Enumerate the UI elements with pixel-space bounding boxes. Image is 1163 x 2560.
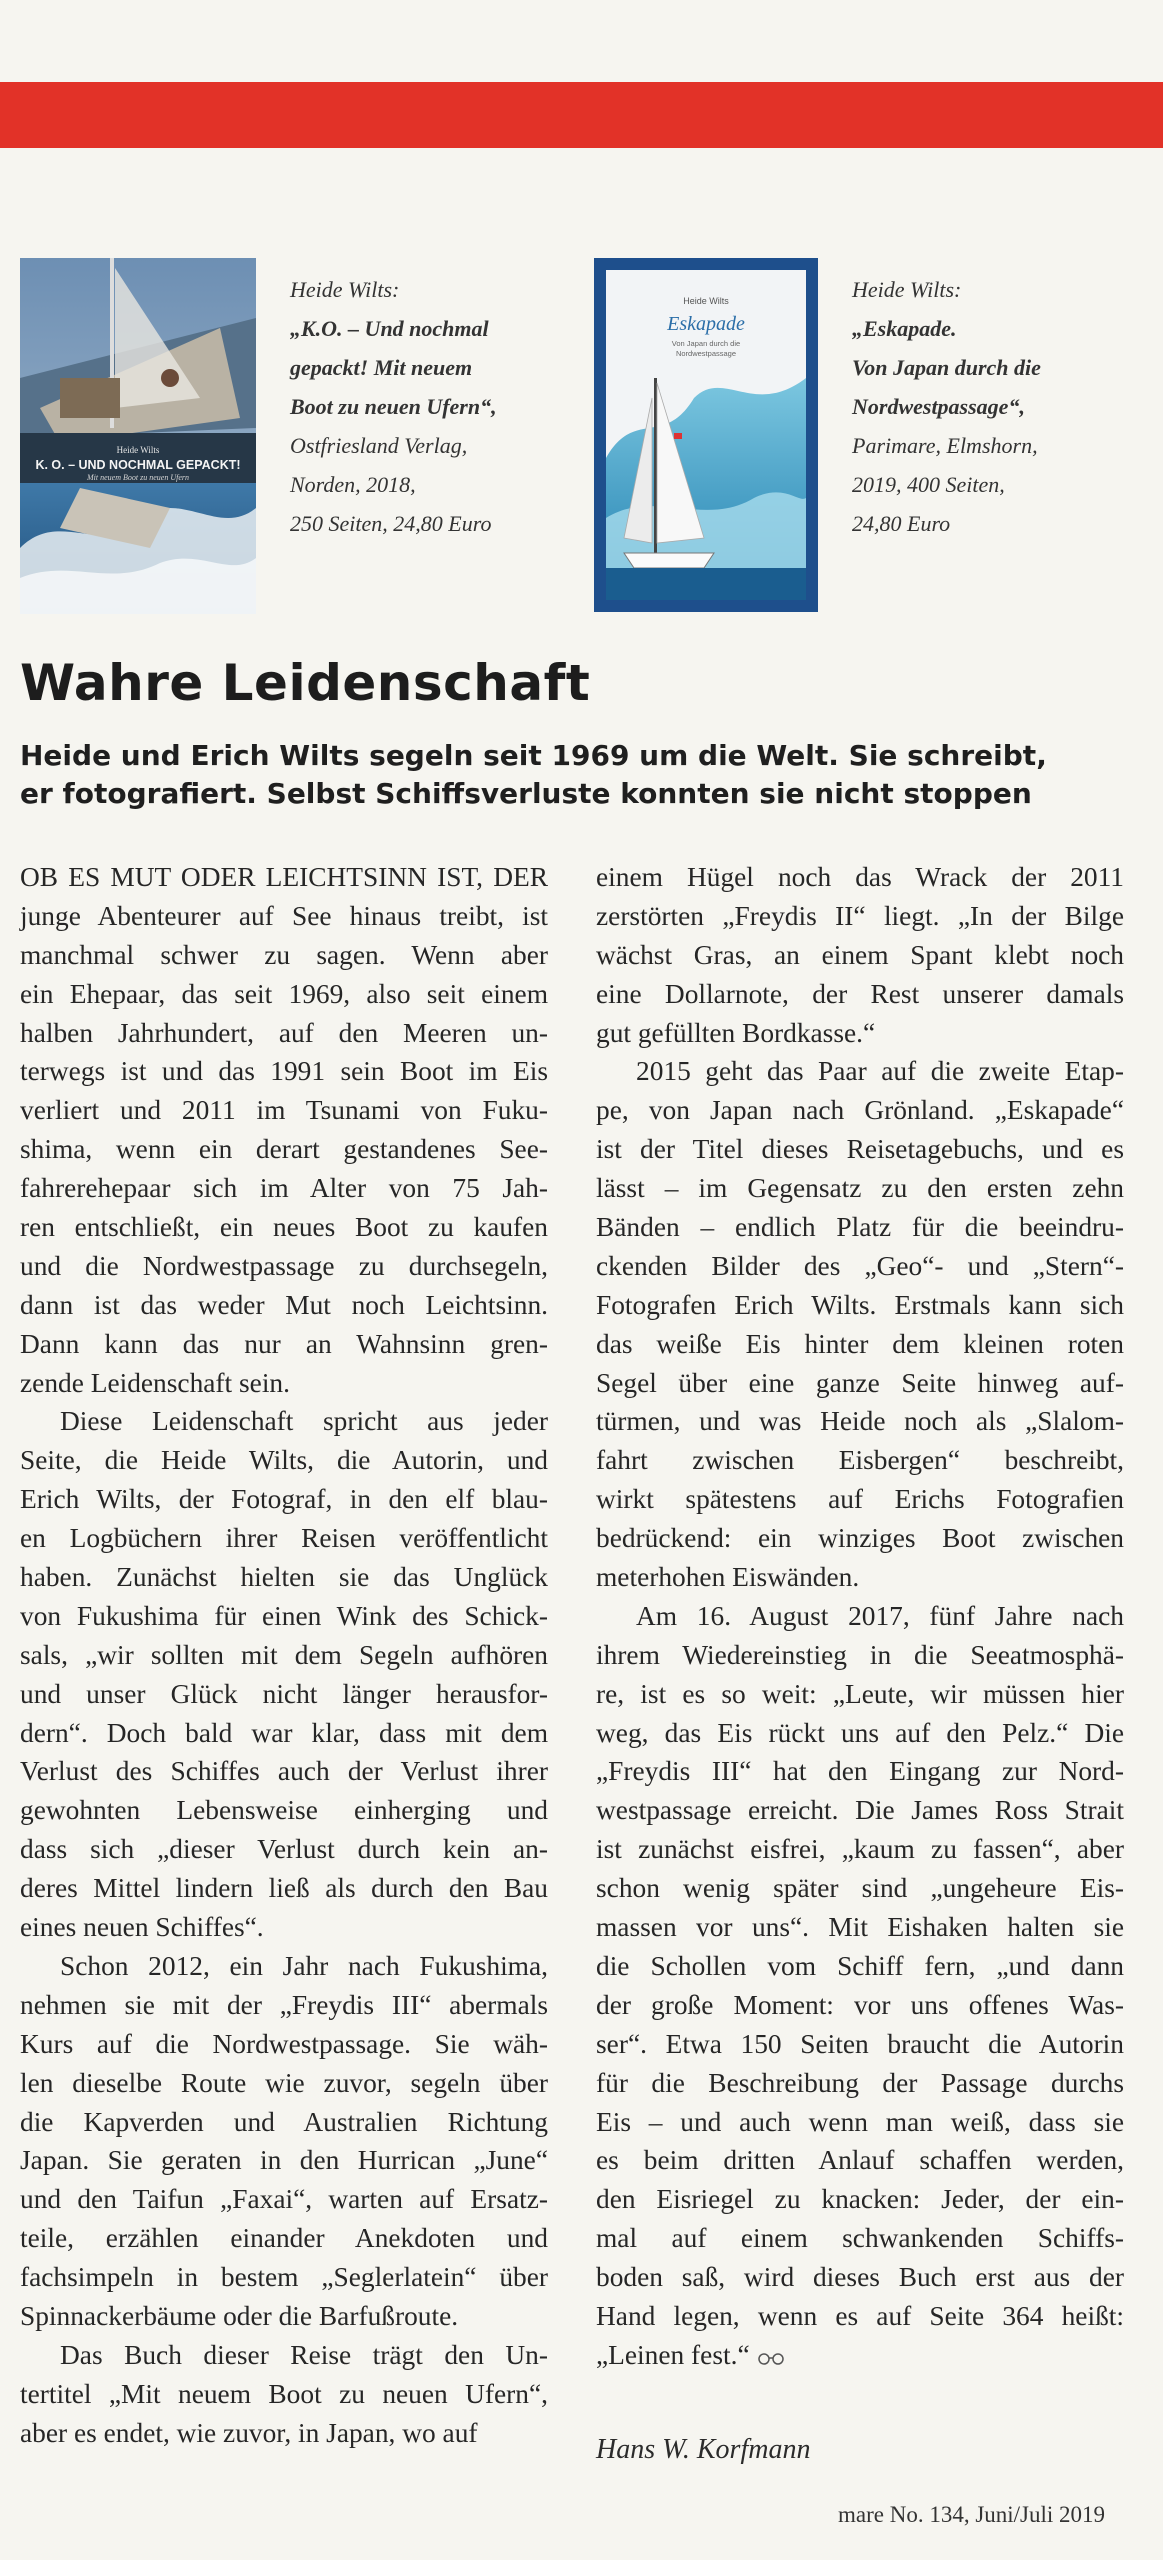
book2-title-line: Von Japan durch die	[852, 355, 1041, 380]
book-cover-eskapade	[594, 258, 818, 612]
text-line: das weiße Eis hinter dem kleinen roten	[596, 1328, 1124, 1359]
text-line: Dann kann das nur an Wahnsinn gren-	[20, 1328, 548, 1359]
text-line: shima, wenn ein derart gestandenes See-	[20, 1134, 548, 1165]
text-line: ein Ehepaar, das seit 1969, also seit einem	[20, 978, 548, 1009]
text-line: wirkt spätestens auf Erichs Fotografien	[596, 1484, 1124, 1515]
text-line: Eis – und auch wenn man weiß, dass sie	[596, 2106, 1124, 2137]
text-line: haben. Zunächst hielten sie das Unglück	[20, 1562, 548, 1593]
author-signature: Hans W. Korfmann	[596, 2434, 811, 2465]
text-line: ist zunächst eisfrei, „kaum zu fassen“, aber	[596, 1834, 1124, 1865]
text-line: zerstörten „Freydis II“ liegt. „In der Bilge	[596, 900, 1124, 931]
text-line: 2015 geht das Paar auf die zweite Etap-	[636, 1056, 1124, 1087]
cover2-title: Eskapade	[667, 313, 745, 335]
text-line: Japan. Sie geraten in den Hurrican „June“	[20, 2145, 548, 2176]
subhead-line: Heide und Erich Wilts segeln seit 1969 um die Welt. Sie schreibt,	[20, 739, 1047, 772]
text-line: dern“. Doch bald war klar, dass mit dem	[20, 1717, 548, 1748]
text-line: en Logbüchern ihrer Reisen veröffentlicht	[20, 1523, 548, 1554]
text-line: und die Nordwestpassage zu durchsegeln,	[20, 1250, 548, 1281]
text-line: „Leinen fest.“	[596, 2336, 1124, 2375]
text-line: bedrückend: ein winziges Boot zwischen	[596, 1523, 1124, 1554]
text-line: OB ES MUT ODER LEICHTSINN IST, DER	[20, 862, 548, 892]
text-line: massen vor uns“. Mit Eishaken halten sie	[596, 1912, 1124, 1943]
text-line: die Kapverden und Australien Richtung	[20, 2106, 548, 2137]
text-line: fahrt zwischen Eisbergen“ beschreibt,	[596, 1445, 1124, 1476]
text-line: für die Beschreibung der Passage durchs	[596, 2067, 1124, 2098]
text-line: Am 16. August 2017, fünf Jahre nach	[636, 1600, 1124, 1631]
book-info-eskapade	[852, 270, 1142, 543]
cover2-author: Heide Wilts	[683, 296, 729, 306]
text-line: fahrerehepaar sich im Alter von 75 Jah-	[20, 1173, 548, 1204]
text-line: junge Abenteurer auf See hinaus treibt, ist	[20, 900, 548, 931]
book1-detail-line: Ostfriesland Verlag,	[290, 433, 468, 458]
text-line: boden saß, wird dieses Buch erst aus der	[596, 2262, 1124, 2293]
subhead-line: er fotografiert. Selbst Schiffsverluste konnten sie nicht stoppen	[20, 777, 1032, 810]
text-line: die Schollen vom Schiff fern, „und dann	[596, 1950, 1124, 1981]
magazine-footer: mare No. 134, Juni/Juli 2019	[838, 2502, 1106, 2527]
text-line: gewohnten Lebensweise einherging und	[20, 1795, 548, 1826]
text-line: von Fukushima für einen Wink des Schick-	[20, 1600, 548, 1631]
text-line: aber es endet, wie zuvor, in Japan, wo auf	[20, 2417, 478, 2448]
text-line: Erich Wilts, der Fotograf, in den elf blau-	[20, 1484, 548, 1515]
text-line: Segel über eine ganze Seite hinweg auf-	[596, 1367, 1124, 1398]
text-line: tertitel „Mit neuem Boot zu neuen Ufern“,	[20, 2378, 548, 2409]
text-line: mal auf einem schwankenden Schiffs-	[596, 2223, 1124, 2254]
text-line: ren entschließt, ein neues Boot zu kaufen	[20, 1212, 548, 1243]
text-line: eines neuen Schiffes“.	[20, 1912, 264, 1943]
glasses-end-mark-icon	[756, 2338, 786, 2377]
text-line: türmen, und was Heide noch als „Slalom-	[596, 1406, 1124, 1437]
text-line: deres Mittel lindern ließ als durch den Bau	[20, 1873, 548, 1904]
text-line: dass sich „dieser Verlust durch kein an-	[20, 1834, 548, 1865]
text-line: Spinnackerbäume oder die Barfußroute.	[20, 2300, 459, 2331]
text-line: teile, erzählen einander Anekdoten und	[20, 2223, 548, 2254]
text-line: Verlust des Schiffes auch der Verlust ihrer	[20, 1756, 548, 1787]
book2-detail-line: Parimare, Elmshorn,	[852, 433, 1038, 458]
article-headline: Wahre Leidenschaft	[20, 654, 591, 712]
text-line: wächst Gras, an einem Spant klebt noch	[596, 939, 1124, 970]
text-line: Seite, die Heide Wilts, die Autorin, und	[20, 1445, 548, 1476]
text-line: ckenden Bilder des „Geo“- und „Stern“-	[596, 1250, 1124, 1281]
cover2-subtitle-line: Von Japan durch die	[671, 339, 741, 348]
cover1-title: K. O. – UND NOCHMAL GEPACKT!	[35, 458, 241, 472]
text-line: Diese Leidenschaft spricht aus jeder	[60, 1406, 548, 1437]
text-line: terwegs ist und das 1991 sein Boot im Eis	[20, 1056, 548, 1087]
text-line: der große Moment: vor uns offenes Was-	[596, 1989, 1124, 2020]
cover2-subtitle-line: Nordwestpassage	[675, 349, 737, 358]
text-line: Das Buch dieser Reise trägt den Un-	[60, 2339, 548, 2370]
text-line: und den Taifun „Faxai“, warten auf Ersatz-	[20, 2184, 548, 2215]
text-line: und unser Glück nicht länger herausfor-	[20, 1678, 548, 1709]
red-header-bar	[0, 82, 1163, 148]
book1-title-line: gepackt! Mit neuem	[290, 355, 473, 380]
text-line: einem Hügel noch das Wrack der 2011	[596, 862, 1124, 892]
book1-detail-line: 250 Seiten, 24,80 Euro	[290, 511, 492, 536]
cover1-subtitle: Mit neuem Boot zu neuen Ufern	[87, 473, 189, 482]
text-line: manchmal schwer zu sagen. Wenn aber	[20, 939, 548, 970]
text-line: lässt – im Gegensatz zu den ersten zehn	[596, 1173, 1124, 1204]
cover1-author: Heide Wilts	[116, 445, 160, 455]
text-line: meterhohen Eiswänden.	[596, 1562, 860, 1593]
text-line: ist der Titel dieses Reisetagebuchs, und es	[596, 1134, 1124, 1165]
text-line: den Eisriegel zu knacken: Jeder, der ein-	[596, 2184, 1124, 2215]
text-line: ihrem Wiedereinstieg in die Seeatmosphä-	[596, 1639, 1124, 1670]
text-line: halben Jahrhundert, auf den Meeren un-	[20, 1017, 548, 1048]
text-line: Fotografen Erich Wilts. Erstmals kann sich	[596, 1289, 1124, 1320]
text-line: ser“. Etwa 150 Seiten braucht die Autorin	[596, 2028, 1124, 2059]
text-line: Kurs auf die Nordwestpassage. Sie wäh-	[20, 2028, 548, 2059]
text-line: zende Leidenschaft sein.	[20, 1367, 290, 1398]
text-line: dann ist das weder Mut noch Leichtsinn.	[20, 1289, 548, 1320]
article-column-right	[596, 858, 1124, 2375]
book2-author: Heide Wilts:	[852, 277, 962, 302]
text-line: len dieselbe Route wie zuvor, segeln über	[20, 2067, 548, 2098]
text-line: „Freydis III“ hat den Eingang zur Nord-	[596, 1756, 1124, 1787]
text-line: Bänden – endlich Platz für die beeindru-	[596, 1212, 1124, 1243]
book1-detail-line: Norden, 2018,	[290, 472, 416, 497]
book1-title-line: „K.O. – Und nochmal	[290, 316, 489, 341]
article-column-left	[20, 858, 548, 2453]
book1-author: Heide Wilts:	[290, 277, 400, 302]
text-line: verliert und 2011 im Tsunami von Fuku-	[20, 1095, 548, 1126]
article-subhead	[20, 737, 1140, 813]
text-line: nehmen sie mit der „Freydis III“ abermals	[20, 1989, 548, 2020]
text-line: pe, von Japan nach Grönland. „Eskapade“	[596, 1095, 1124, 1126]
text-line: Hand legen, wenn es auf Seite 364 heißt:	[596, 2300, 1124, 2331]
text-line: sals, „wir sollten mit dem Segeln aufhören	[20, 1639, 548, 1670]
book2-title-line: „Eskapade.	[852, 316, 957, 341]
text-line: westpassage erreicht. Die James Ross Strait	[596, 1795, 1124, 1826]
book-info-ko	[290, 270, 580, 543]
text-line: Schon 2012, ein Jahr nach Fukushima,	[60, 1950, 548, 1981]
text-line: es beim dritten Anlauf schaffen werden,	[596, 2145, 1124, 2176]
book-cover-ko	[20, 258, 256, 614]
book1-title-line: Boot zu neuen Ufern“,	[290, 394, 497, 419]
book2-detail-line: 2019, 400 Seiten,	[852, 472, 1005, 497]
text-line: eine Dollarnote, der Rest unserer damals	[596, 978, 1124, 1009]
text-line: re, ist es so weit: „Leute, wir müssen hier	[596, 1678, 1124, 1709]
book2-title-line: Nordwestpassage“,	[852, 394, 1025, 419]
text-line: fachsimpeln in bestem „Seglerlatein“ über	[20, 2262, 548, 2293]
text-line: gut gefüllten Bordkasse.“	[596, 1017, 876, 1048]
book2-detail-line: 24,80 Euro	[852, 511, 951, 536]
text-line: weg, das Eis rückt uns auf den Pelz.“ Die	[596, 1717, 1124, 1748]
text-line: schon wenig später sind „ungeheure Eis-	[596, 1873, 1124, 1904]
